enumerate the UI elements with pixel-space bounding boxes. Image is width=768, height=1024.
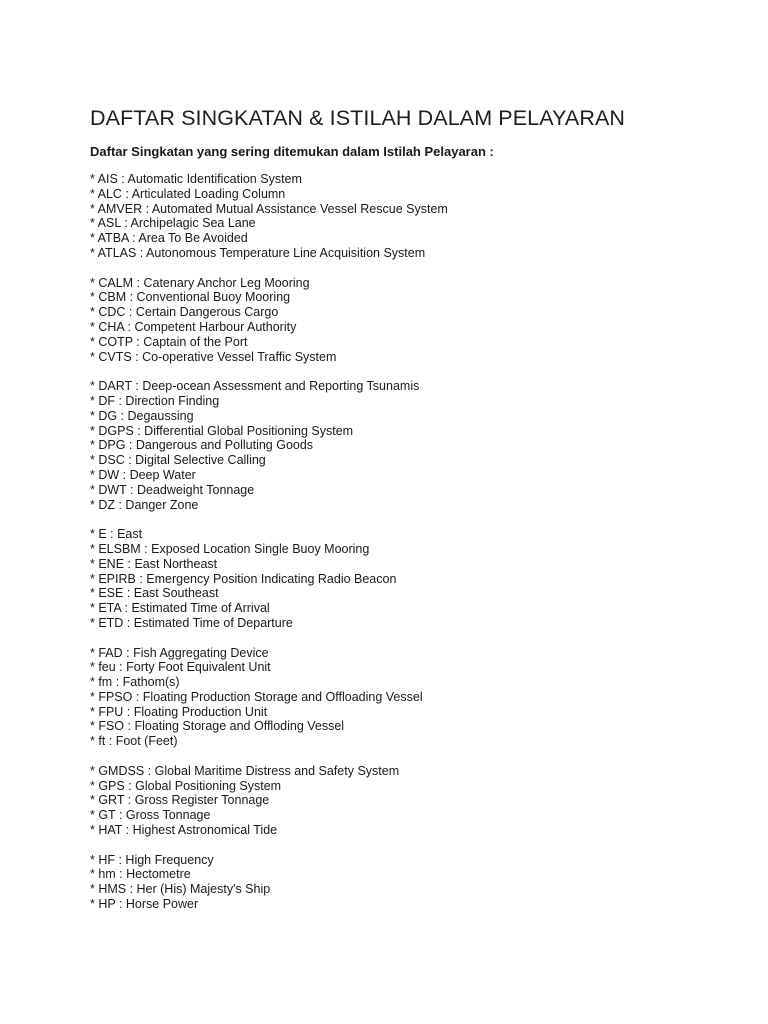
abbreviation-entry: * fm : Fathom(s) [90,675,180,690]
abbreviation-entry: * DWT : Deadweight Tonnage [90,482,255,497]
abbreviation-entry: * FPSO : Floating Production Storage and Offloading Vessel [90,689,423,704]
abbreviation-group [90,276,730,365]
abbreviation-entry: * CHA : Competent Harbour Authority [90,319,297,334]
abbreviation-entry: * ETA : Estimated Time of Arrival [90,601,270,616]
abbreviation-entry: * COTP : Captain of the Port [90,334,248,349]
abbreviation-group [90,646,730,750]
abbreviation-entry: * ft : Foot (Feet) [90,734,178,749]
abbreviation-entry: * CVTS : Co-operative Vessel Traffic System [90,349,337,364]
abbreviation-entry: * ENE : East Northeast [90,556,218,571]
abbreviation-entry: * HP : Horse Power [90,897,199,912]
abbreviation-entry: * HF : High Frequency [90,852,214,867]
abbreviation-entry: * AIS : Automatic Identification System [90,172,302,186]
abbreviation-entry: * EPIRB : Emergency Position Indicating Radio Beacon [90,571,397,586]
abbreviation-entry: * ETD : Estimated Time of Departure [90,615,293,630]
abbreviation-group [90,527,730,631]
abbreviation-entry: * hm : Hectometre [90,867,191,882]
abbreviation-list [90,172,730,912]
abbreviation-entry: * DZ : Danger Zone [90,497,199,512]
abbreviation-entry: * ELSBM : Exposed Location Single Buoy Mooring [90,541,370,556]
abbreviation-group [90,853,730,912]
abbreviation-entry: * HMS : Her (His) Majesty's Ship [90,882,271,897]
abbreviation-entry: * DG : Degaussing [90,408,194,423]
abbreviation-entry: * FSO : Floating Storage and Offloding Vessel [90,719,345,734]
abbreviation-entry: * ESE : East Southeast [90,586,219,601]
abbreviation-entry: * DSC : Digital Selective Calling [90,453,266,468]
abbreviation-entry: * AMVER : Automated Mutual Assistance Vessel Rescue System [90,201,448,216]
abbreviation-entry: * GT : Gross Tonnage [90,808,211,823]
abbreviation-entry: * DW : Deep Water [90,467,196,482]
abbreviation-entry: * ATLAS : Autonomous Temperature Line Acquisition System [90,245,426,260]
abbreviation-entry: * GRT : Gross Register Tonnage [90,793,270,808]
abbreviation-entry: * DPG : Dangerous and Polluting Goods [90,438,314,453]
abbreviation-entry: * E : East [90,527,143,542]
abbreviation-entry: * CALM : Catenary Anchor Leg Mooring [90,275,310,290]
abbreviation-entry: * ASL : Archipelagic Sea Lane [90,216,256,231]
abbreviation-entry: * DART : Deep-ocean Assessment and Reporting Tsunamis [90,379,420,394]
document-subtitle: Daftar Singkatan yang sering ditemukan dalam Istilah Pelayaran : [90,144,494,159]
abbreviation-entry: * CBM : Conventional Buoy Mooring [90,290,291,305]
abbreviation-group [90,764,730,838]
abbreviation-entry: * CDC : Certain Dangerous Cargo [90,305,279,320]
abbreviation-entry: * GMDSS : Global Maritime Distress and Safety System [90,763,400,778]
abbreviation-group [90,172,730,261]
abbreviation-entry: * HAT : Highest Astronomical Tide [90,823,278,838]
abbreviation-entry: * DF : Direction Finding [90,393,220,408]
abbreviation-entry: * FAD : Fish Aggregating Device [90,645,269,660]
abbreviation-entry: * ALC : Articulated Loading Column [90,186,286,201]
document-title: DAFTAR SINGKATAN & ISTILAH DALAM PELAYARAN [90,106,626,130]
document-page [90,103,730,927]
abbreviation-entry: * ATBA : Area To Be Avoided [90,231,248,246]
abbreviation-entry: * feu : Forty Foot Equivalent Unit [90,660,271,675]
abbreviation-group [90,379,730,512]
abbreviation-entry: * FPU : Floating Production Unit [90,704,268,719]
abbreviation-entry: * GPS : Global Positioning System [90,778,282,793]
abbreviation-entry: * DGPS : Differential Global Positioning System [90,423,354,438]
